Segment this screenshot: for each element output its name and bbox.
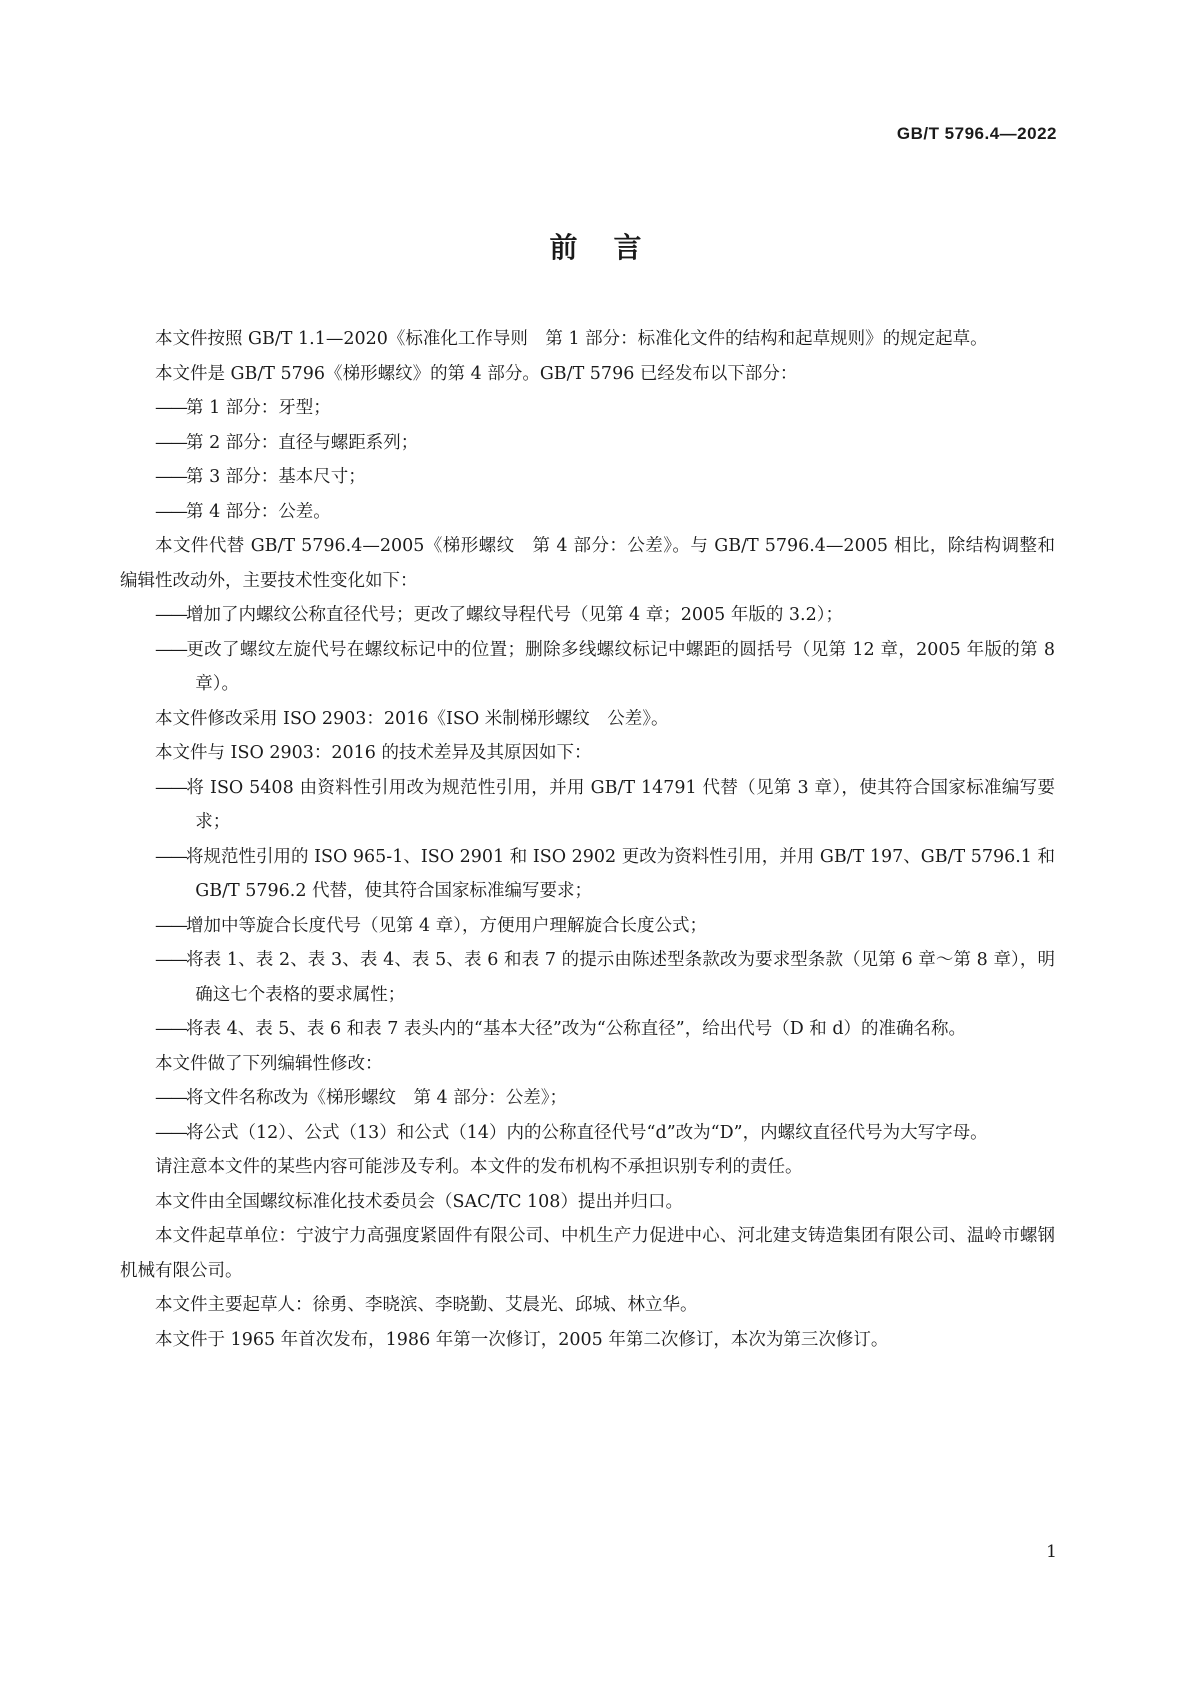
list-item: [120, 1081, 1055, 1116]
page-title: 前言: [549, 231, 678, 264]
list-item-text: 更改了螺纹左旋代号在螺纹标记中的位置；删除多线螺纹标记中螺距的圆括号（见第 12 章，2005 年版的第 8 章）。: [186, 639, 1055, 694]
paragraph: 本文件主要起草人：徐勇、李晓滨、李晓勤、艾晨光、邱城、林立华。: [155, 1295, 698, 1315]
list-item-text: 增加中等旋合长度代号（见第 4 章），方便用户理解旋合长度公式；: [186, 915, 708, 936]
dash-mark: ——: [155, 639, 186, 660]
page-number: 1: [1046, 1542, 1057, 1562]
paragraph: 本文件是 GB/T 5796《梯形螺纹》的第 4 部分。GB/T 5796 已经发布以下部分：: [155, 363, 798, 384]
dash-mark: ——: [155, 467, 186, 487]
list-item: [120, 598, 1055, 633]
list-item: [120, 460, 1055, 495]
paragraph: 本文件代替 GB/T 5796.4—2005《梯形螺纹 第 4 部分：公差》。与 GB/T 5796.4—2005 相比，除结构调整和编辑性改动外，主要技术性变化如下：: [120, 536, 1055, 591]
list-item-text: 第 2 部分：直径与螺距系列；: [186, 432, 419, 453]
list-item-text: 将 ISO 5408 由资料性引用改为规范性引用，并用 GB/T 14791 代替（见第 3 章），使其符合国家标准编写要求；: [186, 777, 1055, 832]
list-item-text: 增加了内螺纹公称直径代号；更改了螺纹导程代号（见第 4 章；2005 年版的 3.2）；: [186, 605, 843, 625]
dash-mark: ——: [155, 915, 186, 936]
list-item-text: 第 4 部分：公差。: [186, 501, 331, 522]
paragraph: 本文件按照 GB/T 1.1—2020《标准化工作导则 第 1 部分：标准化文件的结构和起草规则》的规定起草。: [155, 329, 988, 349]
dash-mark: ——: [155, 1019, 186, 1039]
dash-mark: ——: [155, 950, 186, 970]
list-item-text: 第 3 部分：基本尺寸；: [186, 467, 366, 487]
list-item: [120, 909, 1055, 944]
list-item: [120, 391, 1055, 426]
dash-mark: ——: [155, 398, 186, 418]
dash-mark: ——: [155, 605, 186, 625]
standard-code: GB/T 5796.4—2022: [896, 124, 1057, 143]
paragraph: 本文件由全国螺纹标准化技术委员会（SAC/TC 108）提出并归口。: [155, 1191, 683, 1212]
paragraph: 本文件与 ISO 2903：2016 的技术差异及其原因如下：: [155, 743, 592, 763]
list-item-text: 将表 4、表 5、表 6 和表 7 表头内的“基本大径”改为“公称直径”，给出代号（D 和 d）的准确名称。: [186, 1019, 967, 1039]
list-item: [120, 426, 1055, 461]
paragraph: 本文件起草单位：宁波宁力高强度紧固件有限公司、中机生产力促进中心、河北建支铸造集团有限公司、温岭市螺钢机械有限公司。: [120, 1226, 1055, 1281]
list-item: [120, 943, 1055, 1012]
paragraph: 本文件修改采用 ISO 2903：2016《ISO 米制梯形螺纹 公差》。: [155, 708, 669, 729]
list-item: [120, 633, 1055, 702]
list-item-text: 将规范性引用的 ISO 965-1、ISO 2901 和 ISO 2902 更改为资料性引用，并用 GB/T 197、GB/T 5796.1 和 GB/T 5796.2 代替，使其符合国家标准编写要求；: [186, 846, 1055, 901]
list-item: [120, 495, 1055, 530]
dash-mark: ——: [155, 777, 186, 798]
list-item-text: 将文件名称改为《梯形螺纹 第 4 部分：公差》；: [186, 1088, 568, 1108]
list-item: [120, 771, 1055, 840]
foreword-body: [120, 322, 1055, 1357]
list-item-text: 将表 1、表 2、表 3、表 4、表 5、表 6 和表 7 的提示由陈述型条款改为要求型条款（见第 6 章～第 8 章），明确这七个表格的要求属性；: [186, 950, 1055, 1005]
paragraph: 本文件于 1965 年首次发布，1986 年第一次修订，2005 年第二次修订，本次为第三次修订。: [155, 1329, 889, 1350]
list-item-text: 第 1 部分：牙型；: [186, 398, 331, 418]
list-item: [120, 1012, 1055, 1047]
list-item: [120, 1116, 1055, 1151]
dash-mark: ——: [155, 1088, 186, 1108]
paragraph: 请注意本文件的某些内容可能涉及专利。本文件的发布机构不承担识别专利的责任。: [155, 1157, 803, 1177]
paragraph: 本文件做了下列编辑性修改：: [155, 1053, 383, 1074]
dash-mark: ——: [155, 846, 186, 867]
list-item: [120, 840, 1055, 909]
dash-mark: ——: [155, 1122, 186, 1143]
dash-mark: ——: [155, 432, 186, 453]
dash-mark: ——: [155, 501, 186, 522]
list-item-text: 将公式（12）、公式（13）和公式（14）内的公称直径代号“d”改为“D”，内螺纹直径代号为大写字母。: [186, 1122, 988, 1143]
